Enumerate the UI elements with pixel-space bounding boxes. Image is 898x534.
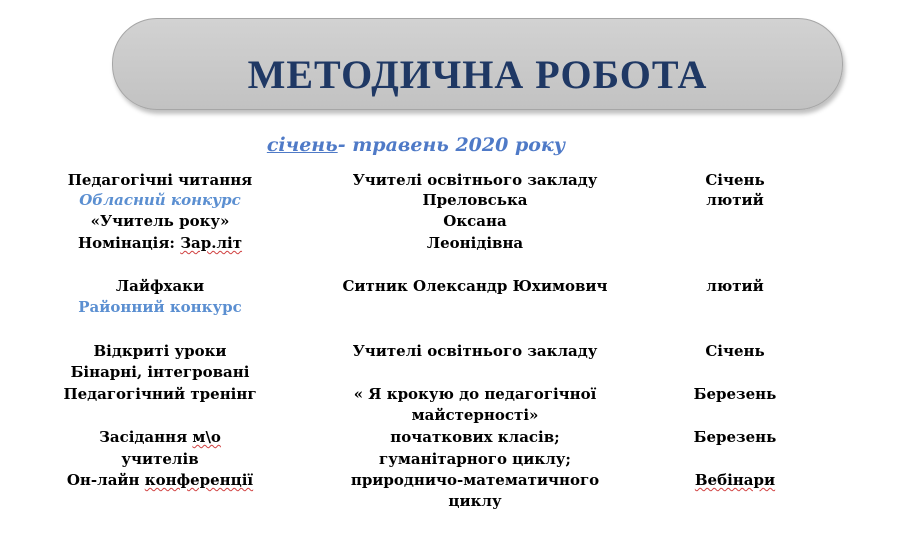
- activity-text: Обласний конкурс: [79, 191, 241, 209]
- participant-text: циклу: [448, 492, 502, 510]
- activity-text: «Учитель року»: [90, 212, 230, 230]
- participant-text: Преловська: [422, 191, 528, 209]
- participant-text: Учителі освітнього закладу: [352, 171, 598, 189]
- activity-text: Он-лайн конференції: [66, 471, 254, 489]
- activity-text: учителів: [121, 450, 199, 468]
- date-text: Березень: [693, 385, 777, 403]
- activity-text: Педагогічний тренінг: [63, 385, 257, 403]
- date-text: Березень: [693, 428, 777, 446]
- participant-text: природничо-математичного: [350, 471, 600, 489]
- activity-text: Бінарні, інтегровані: [70, 363, 250, 381]
- subtitle-month-start: січень: [266, 134, 338, 156]
- activity-text: Лайфхаки: [115, 277, 205, 295]
- participant-text: « Я крокую до педагогічної: [353, 385, 597, 403]
- activity-text: Педагогічні читання: [67, 171, 253, 189]
- participant-text: майстерності»: [411, 406, 539, 424]
- date-text: Січень: [705, 342, 765, 360]
- title-banner: [112, 18, 843, 110]
- activity-text: Районний конкурс: [78, 298, 242, 316]
- activity-text: Засідання м\о: [99, 428, 221, 446]
- activity-text: Номінація: Зар.літ: [77, 234, 243, 252]
- date-range-subtitle: [0, 134, 832, 156]
- date-text: Січень: [705, 171, 765, 189]
- participant-text: Оксана: [443, 212, 507, 230]
- participant-text: початкових класів;: [390, 428, 560, 446]
- date-text: Вебінари: [694, 471, 776, 489]
- date-text: лютий: [706, 191, 764, 209]
- page-title: МЕТОДИЧНА РОБОТА: [247, 52, 708, 97]
- participant-text: Леонідівна: [426, 234, 524, 252]
- participant-text: гуманітарного циклу;: [379, 450, 571, 468]
- participant-text: Ситник Олександр Юхимович: [342, 277, 608, 295]
- participant-text: Учителі освітнього закладу: [352, 342, 598, 360]
- subtitle-rest: - травень 2020 року: [337, 134, 566, 156]
- activity-text: Відкриті уроки: [93, 342, 227, 360]
- date-text: лютий: [706, 277, 764, 295]
